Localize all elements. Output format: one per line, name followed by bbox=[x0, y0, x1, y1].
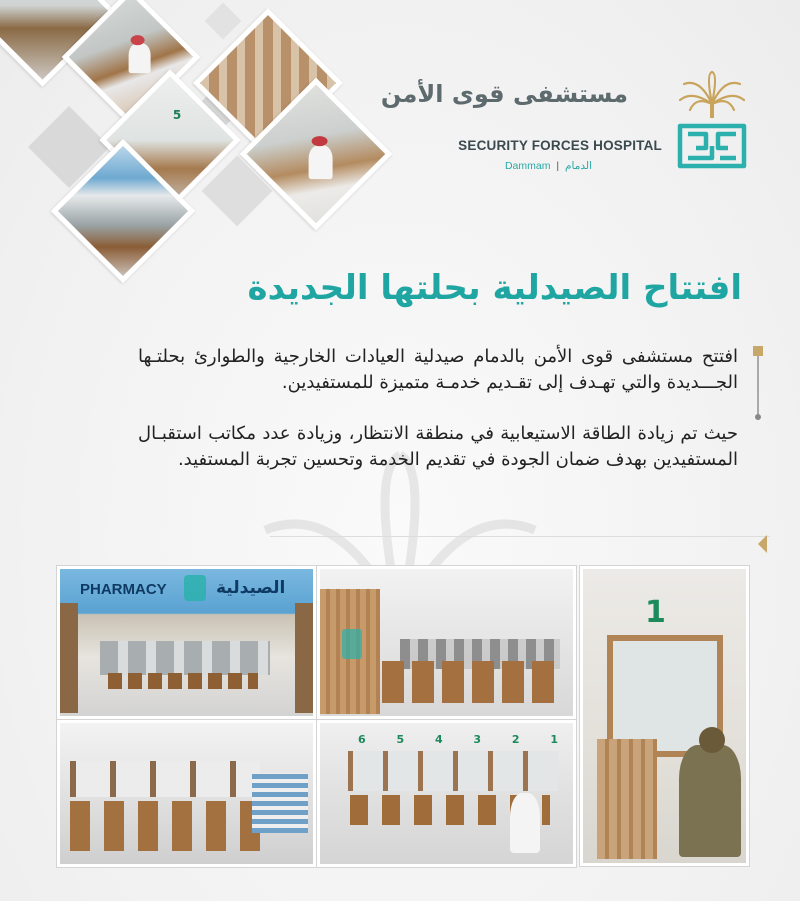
pharmacy-sign-ar: الصيدلية bbox=[216, 578, 286, 598]
sign-emblem-icon bbox=[184, 575, 206, 601]
text-side-line bbox=[757, 348, 759, 418]
hospital-logo bbox=[380, 70, 760, 180]
text-side-marker bbox=[753, 346, 763, 356]
palm-emblem-icon bbox=[670, 70, 755, 175]
decor-diamond bbox=[205, 3, 242, 40]
counter-number: 4 bbox=[434, 733, 443, 746]
photo-numbered-counters bbox=[317, 720, 576, 867]
logo-city bbox=[505, 160, 592, 172]
counter-number: 6 bbox=[358, 733, 366, 746]
pharmacy-sign-en: PHARMACY bbox=[80, 581, 167, 598]
counter-one-sign: 1 bbox=[645, 595, 666, 630]
counter-number: 5 bbox=[396, 733, 405, 746]
page-title: افتتاح الصيدلية بحلتها الجديدة bbox=[247, 268, 742, 308]
divider-marker bbox=[758, 535, 767, 553]
counter-number: 3 bbox=[473, 733, 482, 746]
logo-separator: | bbox=[556, 160, 560, 172]
counter-number-row bbox=[358, 733, 558, 746]
counter-number: 1 bbox=[550, 733, 558, 746]
paragraph-opening: افتتح مستشفى قوى الأمن بالدمام صيدلية العيادات الخارجية والطوارئ بحلتـها الجـــديدة والتي تهـدف إلى تقـديم خدمـة متميزة للمستفيدين. bbox=[138, 346, 738, 393]
logo-city-en: Dammam bbox=[504, 160, 551, 172]
photo-waiting-area bbox=[317, 566, 576, 719]
logo-city-ar: الدمام bbox=[565, 160, 592, 172]
guard-figure bbox=[679, 745, 741, 857]
paragraph-details: حيث تم زيادة الطاقة الاستيعابية في منطقة الانتظار، وزيادة عدد مكاتب استقبـال المستفيدين بهدف ضمان الجودة في تقديم الخدمة وتحسين تجربة المستفيد. bbox=[138, 423, 738, 470]
section-divider bbox=[270, 536, 770, 537]
photo-counter-one bbox=[580, 566, 749, 866]
counter-number-label: 5 bbox=[172, 108, 182, 123]
photo-service-desks bbox=[57, 720, 316, 867]
logo-english-name: SECURITY FORCES HOSPITAL bbox=[458, 138, 662, 153]
logo-arabic-name: مستشفى قوى الأمن bbox=[380, 80, 628, 108]
text-side-dot bbox=[755, 414, 761, 420]
photo-pharmacy-entrance bbox=[57, 566, 316, 719]
counter-number: 2 bbox=[511, 733, 520, 746]
